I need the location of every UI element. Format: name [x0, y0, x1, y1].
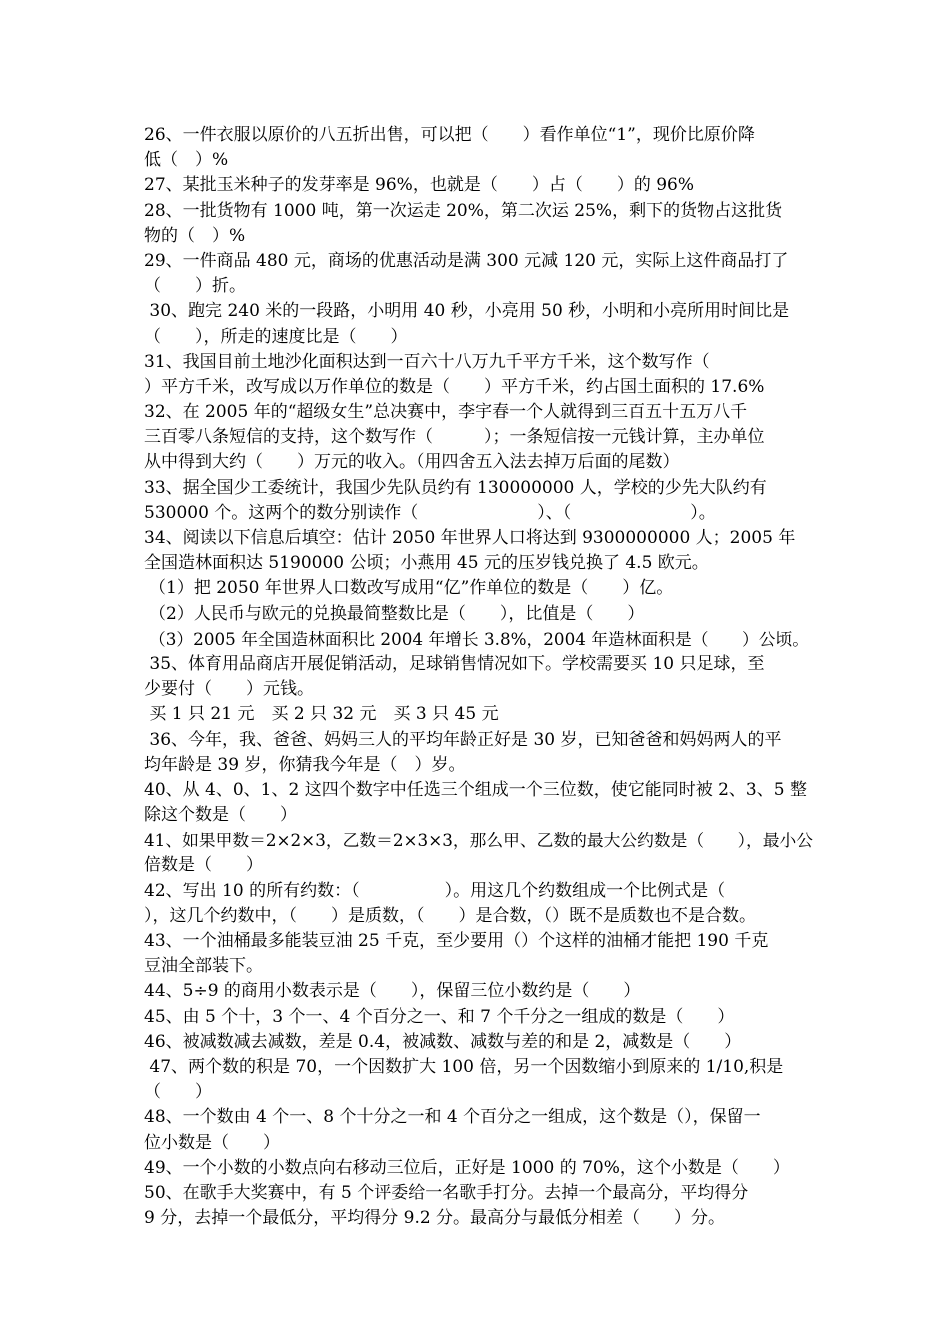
q45-line1: 45、由 5 个十，3 个一、4 个百分之一、和 7 个千分之一组成的数是（ ）: [144, 1006, 735, 1027]
q28-line2: 物的（ ）%: [144, 225, 246, 246]
q41-line1: 41、如果甲数＝2×2×3，乙数＝2×3×3，那么甲、乙数的最大公约数是（ ），最小公: [144, 830, 814, 851]
q35-line2: 少要付（ ）元钱。: [144, 679, 314, 700]
q27-line1: 27、某批玉米种子的发芽率是 96%，也就是（ ）占（ ）的 96%: [144, 175, 695, 196]
worksheet-body: [144, 123, 814, 1231]
q47-line1: 47、两个数的积是 70，一个因数扩大 100 倍，另一个因数缩小到原来的 1/10,积是: [144, 1056, 784, 1077]
q42-line1: 42、写出 10 的所有约数：（ ）。用这几个约数组成一个比例式是（: [144, 880, 726, 901]
q26-line2: 低（ ）%: [144, 150, 229, 171]
q29-line2: （ ）折。: [144, 276, 246, 297]
q34-line1: 34、阅读以下信息后填空：估计 2050 年世界人口将达到 9300000000 人；2005 年: [144, 528, 796, 548]
q46-line1: 46、被减数减去减数，差是 0.4，被减数、减数与差的和是 2，减数是（ ）: [144, 1031, 742, 1052]
q50-line1: 50、在歌手大奖赛中，有 5 个评委给一名歌手打分。去掉一个最高分，平均得分: [144, 1182, 749, 1203]
q49-line1: 49、一个小数的小数点向右移动三位后，正好是 1000 的 70%，这个小数是（ ）: [144, 1157, 790, 1178]
q34-sub2: （2）人民币与欧元的兑换最简整数比是（ ），比值是（ ）: [149, 603, 645, 624]
q48-line2: 位小数是（ ）: [144, 1132, 280, 1153]
q43-line1: 43、一个油桶最多能装豆油 25 千克，至少要用（）个这样的油桶才能把 190 千克: [144, 931, 769, 951]
q40-line1: 40、从 4、0、1、2 这四个数字中任选三个组成一个三位数，使它能同时被 2、3、5 整: [144, 779, 807, 800]
q48-line1: 48、一个数由 4 个一、8 个十分之一和 4 个百分之一组成，这个数是（），保留一: [144, 1107, 761, 1128]
q28-line1: 28、一批货物有 1000 吨，第一次运走 20%，第二次运 25%，剩下的货物占这批货: [144, 200, 783, 221]
q32-line3: 从中得到大约（ ）万元的收入。（用四舍五入法去掉万后面的尾数）: [144, 452, 680, 473]
q34-sub3: （3）2005 年全国造林面积比 2004 年增长 3.8%，2004 年造林面积是（ ）公顷。: [149, 628, 809, 649]
q43-line2: 豆油全部装下。: [144, 956, 263, 977]
q40-line2: 除这个数是（ ）: [144, 805, 297, 826]
q34-line2: 全国造林面积达 5190000 公顷；小燕用 45 元的压岁钱兑换了 4.5 欧元。: [144, 553, 709, 574]
q31-line2: ）平方千米，改写成以万作单位的数是（ ）平方千米，约占国土面积的 17.6%: [144, 376, 765, 397]
q30-line2: （ ），所走的速度比是（ ）: [144, 326, 408, 347]
q42-line2: ），这几个约数中，（ ）是质数，（ ）是合数，（）既不是质数也不是合数。: [144, 905, 756, 926]
q35-line1: 35、体育用品商店开展促销活动，足球销售情况如下。学校需要买 10 只足球，至: [144, 653, 765, 674]
q29-line1: 29、一件商品 480 元，商场的优惠活动是满 300 元减 120 元，实际上这件商品打了: [144, 250, 789, 271]
q35-price-list: 买 1 只 21 元 买 2 只 32 元 买 3 只 45 元: [144, 704, 499, 725]
q47-line2: （ ）: [144, 1082, 212, 1103]
q36-line1: 36、今年，我、爸爸、妈妈三人的平均年龄正好是 30 岁，已知爸爸和妈妈两人的平: [144, 729, 782, 750]
q44-line1: 44、5÷9 的商用小数表示是（ ），保留三位小数约是（ ）: [144, 981, 641, 1002]
q50-line2: 9 分，去掉一个最低分，平均得分 9.2 分。最高分与最低分相差（ ）分。: [144, 1208, 726, 1229]
q31-line1: 31、我国目前土地沙化面积达到一百六十八万九千平方千米，这个数写作（: [144, 351, 710, 372]
q26-line1: 26、一件衣服以原价的八五折出售，可以把（ ）看作单位“1”，现价比原价降: [144, 125, 755, 145]
q34-sub1: （1）把 2050 年世界人口数改写成用“亿”作单位的数是（ ）亿。: [149, 578, 674, 599]
q32-line1: 32、在 2005 年的“超级女生”总决赛中，李宇春一个人就得到三百五十五万八千: [144, 402, 748, 423]
q32-line2: 三百零八条短信的支持，这个数写作（ ）；一条短信按一元钱计算，主办单位: [144, 427, 765, 448]
q36-line2: 均年龄是 39 岁，你猜我今年是（ ）岁。: [144, 754, 466, 775]
q41-line2: 倍数是（ ）: [144, 855, 263, 876]
q33-line2: 530000 个。这两个的数分别读作（ ）、（ ）。: [144, 502, 716, 523]
q33-line1: 33、据全国少工委统计，我国少先队员约有 130000000 人，学校的少先大队约有: [144, 477, 767, 498]
q30-line1: 30、跑完 240 米的一段路，小明用 40 秒，小亮用 50 秒，小明和小亮所用时间比是: [144, 301, 790, 322]
